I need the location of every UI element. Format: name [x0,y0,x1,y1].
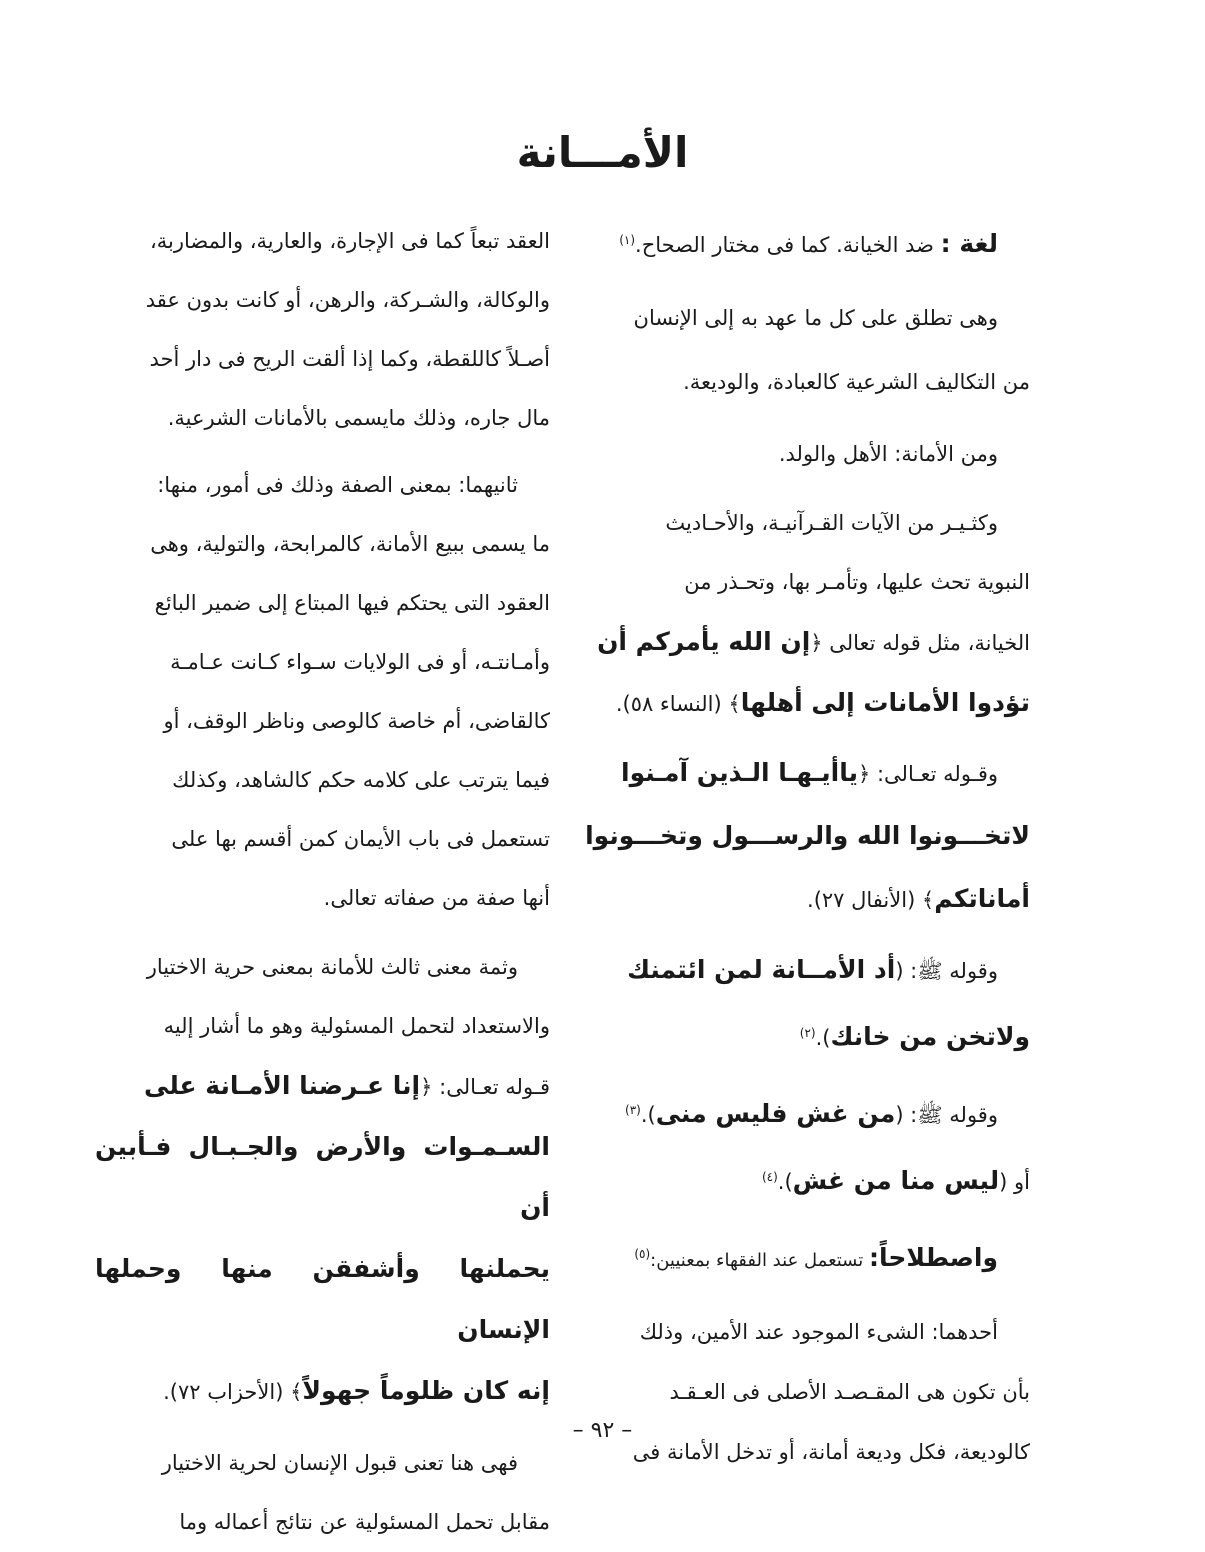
paragraph-line [95,1239,550,1361]
paragraph-line [575,1079,1030,1146]
paragraph-line [575,805,1030,868]
paragraph-line [575,612,1030,673]
paragraph-line: مقابل تحمل المسئولية عن نتائج أعماله وما [179,1510,550,1534]
paragraph-line: كالقاضى، أم خاصة كالوصى وناظر الوقف، أو [163,709,550,733]
term-lugha: لغة : [940,229,998,258]
paragraph-line: وهى تطلق على كل ما عهد به إلى الإنسان [633,306,998,330]
quran-verse: ياأيـهـا الـذين آمـنوا [621,758,858,787]
quran-verse: إن الله يأمركم أن [597,627,811,656]
quran-verse: إنه كان ظلوماً جهولاً [302,1376,550,1405]
hadith-text: ليس منا من غش [792,1166,1000,1195]
paragraph-line: العقود التى يحتكم فيها المبتاع إلى ضمير البائع [154,591,550,615]
paragraph-line: تستعمل فى باب الأيمان كمن أقسم بها على [171,827,550,851]
paragraph-line: وكثـيـر من الآيات القـرآنيـة، والأحـاديث [665,511,998,535]
text-span: ). [640,1103,656,1127]
quran-verse: إنا عـرضنا الأمـانة على [144,1071,421,1100]
footnote-marker: (٣) [625,1103,641,1117]
paragraph-line: ثانيهما: بمعنى الصفة وذلك فى أمور، منها: [157,473,518,497]
paragraph-line [575,742,1030,805]
left-column [95,212,550,1552]
page-number: – ٩٢ – [572,1418,633,1443]
paragraph-line [575,939,1030,1002]
text-span: ). [815,1026,831,1050]
paragraph-line [575,1146,1030,1213]
quran-verse: تؤدوا الأمانات إلى أهلها [740,688,1030,717]
paragraph-line: العقد تبعاً كما فى الإجارة، والعارية، والمضاربة، [149,229,550,253]
verse-citation: ﴾ (الأحزاب ٧٢). [163,1380,303,1404]
paragraph-line [95,1361,550,1422]
paragraph-line: والوكالة، والشـركة، والرهن، أو كانت بدون عقد [145,288,550,312]
paragraph-line: من التكاليف الشرعية كالعبادة، والوديعة. [683,370,1030,394]
footnote-marker: (٥) [634,1247,651,1261]
text-span: وقوله ﷺ: ( [895,959,998,983]
quran-verse: السـمـوات والأرض والجـبـال فـأبين أن [95,1132,550,1222]
text-span: وقـوله تعـالى: ﴿ [858,762,998,786]
text-span: الخيانة، مثل قوله تعالى ﴿ [810,631,1030,655]
page-title: الأمـــانة [516,128,689,177]
text-span: تستعمل عند الفقهاء بمعنيين: [650,1250,869,1271]
paragraph-line: ما يسمى ببيع الأمانة، كالمرابحة، والتولية، وهى [150,532,550,556]
footnote-marker: (١) [619,233,636,247]
text-span: قـوله تعـالى: ﴿ [420,1075,550,1099]
paragraph-line: أحدهما: الشىء الموجود عند الأمين، وذلك [639,1320,998,1344]
right-column [575,212,1030,1482]
paragraph-line: كالوديعة، فكل وديعة أمانة، أو تدخل الأمانة فى [632,1440,1030,1464]
footnote-marker: (٢) [799,1026,816,1040]
paragraph-line [575,212,1030,274]
paragraph-line: والاستعداد لتحمل المسئولية وهو ما أشار إليه [163,1014,550,1038]
text-span: ضد الخيانة. كما فى مختار الصحاح. [635,233,941,257]
hadith-text: من غش فليس منى [655,1099,896,1128]
text-span: أو ( [999,1170,1030,1194]
paragraph-line: بأن تكون هى المقـصـد الأصلى فى العـقـد [669,1380,1030,1404]
paragraph-line: أصـلاً كاللقطة، وكما إذا ألقت الريح فى دار أحد [149,347,550,371]
verse-citation: ﴾ (النساء ٥٨). [615,692,741,716]
quran-verse: لاتخـــونوا الله والرســـول وتخـــونوا [585,821,1030,850]
paragraph-line [575,1002,1030,1069]
paragraph-line: وأمـانتـه، أو فى الولايات سـواء كـانت عـامـة [170,650,550,674]
footnote-marker: (٤) [761,1170,778,1184]
paragraph-line: ومن الأمانة: الأهل والولد. [778,442,998,466]
paragraph-line: وثمة معنى ثالث للأمانة بمعنى حرية الاختيار [146,955,518,979]
paragraph-line [575,673,1030,734]
paragraph-line: فهى هنا تعنى قبول الإنسان لحرية الاختيار [161,1451,518,1475]
verse-citation: ﴾ (الأنفال ٢٧). [807,888,935,912]
term-istilah: واصطلاحاً: [868,1243,998,1272]
paragraph-line [575,868,1030,931]
paragraph-line [95,1056,550,1117]
paragraph-line [575,1223,1030,1292]
paragraph-line: النبوية تحث عليها، وتأمـر بها، وتحـذر من [684,570,1030,594]
hadith-text: أد الأمــانة لمن ائتمنك [627,955,896,984]
paragraph-line: فيما يترتب على كلامه حكم كالشاهد، وكذلك [172,768,550,792]
text-span: وقوله ﷺ: ( [895,1103,998,1127]
hadith-text: ولاتخن من خانك [830,1022,1030,1051]
paragraph-line: أنها صفة من صفاته تعالى. [323,886,550,910]
quran-verse: أماناتكم [934,884,1030,913]
paragraph-line [95,1117,550,1239]
paragraph-line: مال جاره، وذلك مايسمى بالأمانات الشرعية. [167,406,550,430]
quran-verse: يحملنها وأشفقن منها وحملها الإنسان [95,1254,550,1344]
text-span: ). [777,1170,793,1194]
